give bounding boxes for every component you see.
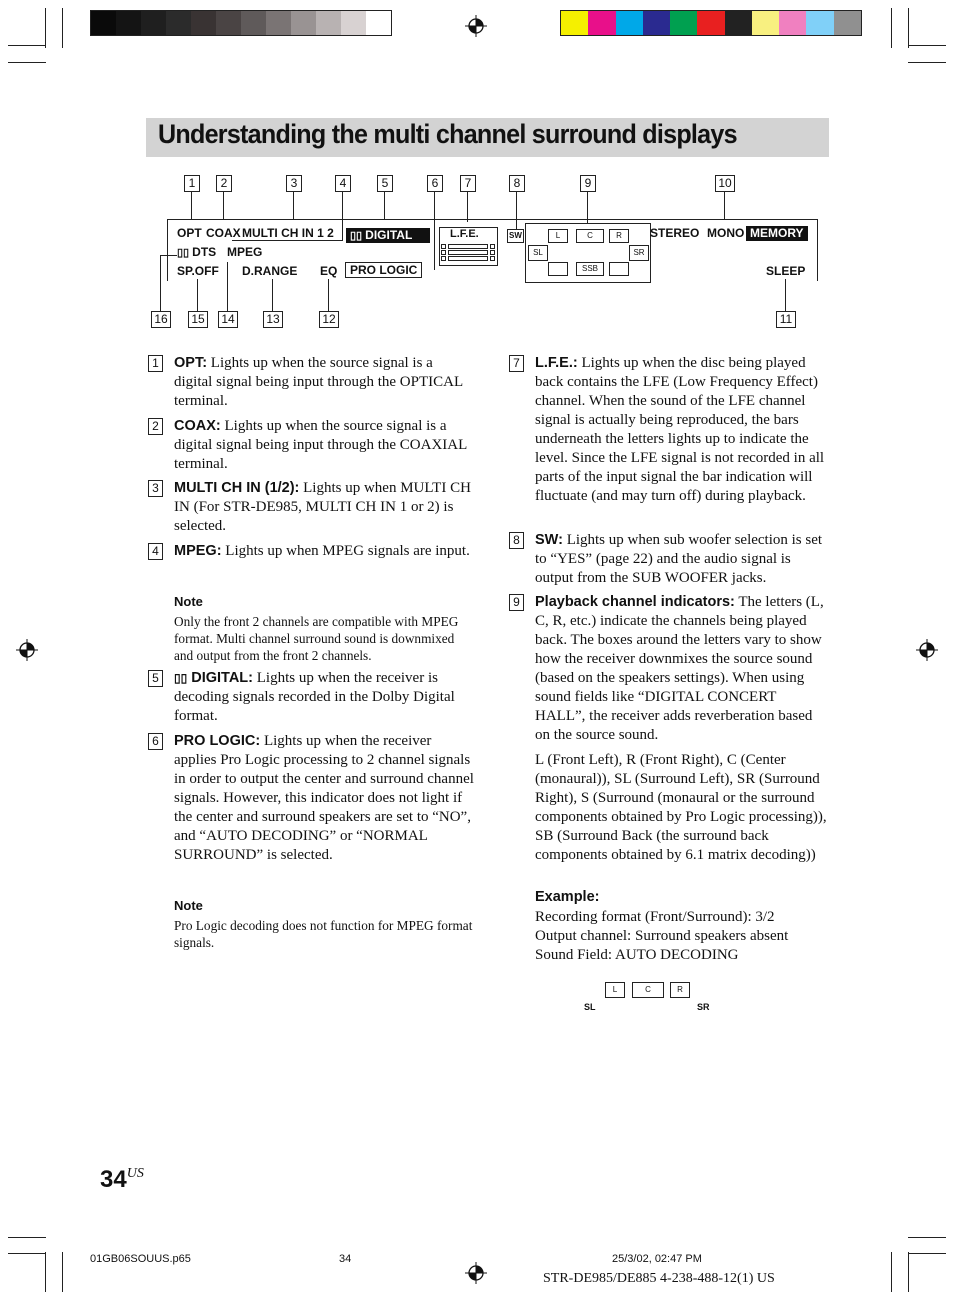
color-swatch (191, 11, 216, 35)
footer-date: 25/3/02, 02:47 PM (612, 1253, 702, 1265)
title-bar (146, 118, 829, 157)
speaker-ssb: SSB (576, 262, 604, 276)
memory-indicator: MEMORY (746, 226, 808, 241)
item-number: 4 (148, 543, 163, 560)
crop-mark (908, 1237, 946, 1238)
callout-number: 11 (776, 311, 796, 328)
lfe-level-bar (490, 256, 495, 261)
lfe-level-bar (441, 244, 446, 249)
speaker-s-right (609, 262, 629, 276)
crop-mark (891, 1252, 892, 1292)
leader-line (328, 279, 329, 312)
note-text: Only the front 2 channels are compatible with MPEG format. Multi channel surround sound is downmixed and output from the front 2 channels. (174, 614, 459, 663)
leader-line (223, 192, 224, 220)
crop-mark (908, 1252, 909, 1292)
list-item (152, 479, 474, 536)
color-calibration-bar (560, 10, 862, 36)
crop-mark (8, 1253, 46, 1254)
list-item (152, 354, 474, 411)
speaker-r: R (670, 982, 690, 998)
leader-line (467, 192, 468, 222)
callout-number: 15 (188, 311, 208, 328)
crop-mark (908, 8, 909, 48)
color-swatch (91, 11, 116, 35)
crop-mark (8, 45, 46, 46)
registration-mark-icon (465, 1262, 487, 1284)
mono-indicator: MONO (707, 226, 745, 240)
speaker-s-left (548, 262, 568, 276)
color-swatch (834, 11, 861, 35)
color-swatch (752, 11, 779, 35)
leader-line (160, 255, 177, 256)
color-swatch (725, 11, 752, 35)
crop-mark (908, 1253, 946, 1254)
stereo-indicator: STEREO (650, 226, 700, 240)
color-swatch (806, 11, 833, 35)
leader-line (384, 192, 385, 220)
callout-number: 3 (286, 175, 302, 192)
leader-line (227, 262, 228, 312)
lfe-box (439, 227, 498, 266)
item-text: Lights up when sub woofer selection is set to “YES” (page 22) and the audio signal is output from the SUB WOOFER jacks. (535, 532, 823, 586)
crop-mark (45, 8, 46, 48)
callout-number: 13 (263, 311, 283, 328)
color-swatch (141, 11, 166, 35)
display-frame (817, 219, 818, 281)
item-number: 7 (509, 355, 524, 372)
callout-number: 10 (715, 175, 735, 192)
footer-page: 34 (339, 1253, 352, 1265)
grayscale-calibration-bar (90, 10, 392, 36)
callout-number: 4 (335, 175, 351, 192)
item-number: 3 (148, 480, 163, 497)
color-swatch (166, 11, 191, 35)
leader-line (724, 192, 725, 220)
sw-indicator: SW (507, 229, 524, 243)
multi-ch-in-indicator: MULTI CH IN 1 2 (242, 226, 334, 240)
callout-number: 16 (151, 311, 171, 328)
crop-mark (62, 1252, 63, 1292)
leader-line (232, 240, 343, 241)
item-text: Lights up when the disc being played back contains the LFE (Low Frequency Effect) channel. When the sound of the LFE channel signal is actually being reproduced, the bars underneath the letters lights up to indicate the level. Since the LFE signal is not recorded in all parts of the input signal the bar indication will fluctuate (and may turn off) during playback. (535, 355, 825, 504)
item-number: 1 (148, 355, 163, 372)
item-term: L.F.E.: (535, 355, 578, 371)
registration-mark-icon (465, 15, 487, 37)
leader-line (272, 279, 273, 312)
speaker-l: L (548, 229, 568, 243)
color-swatch (643, 11, 670, 35)
item-term: Playback channel indicators: (535, 594, 735, 610)
registration-mark-icon (16, 639, 38, 661)
crop-mark (891, 8, 892, 48)
crop-mark (908, 45, 946, 46)
item-text: Lights up when the receiver applies Pro Logic processing to 2 channel signals in order to output the center and surround channel signals. However, this indicator does not light if the center and surround speakers are set to “NO”, and “AUTO DECODING” or “NORMAL SURROUND” is selected. (174, 733, 474, 863)
callout-number: 12 (319, 311, 339, 328)
list-item (152, 417, 474, 474)
callout-number: 5 (377, 175, 393, 192)
callout-number: 1 (184, 175, 200, 192)
item-number: 5 (148, 670, 163, 687)
speaker-l: L (605, 982, 625, 998)
footer-model: STR-DE985/DE885 4-238-488-12(1) US (543, 1271, 775, 1286)
note-heading: Note (174, 594, 203, 609)
leader-line (516, 192, 517, 230)
d-range-indicator: D.RANGE (242, 264, 298, 278)
color-swatch (241, 11, 266, 35)
leader-line (785, 279, 786, 312)
speaker-sl: SL (584, 1002, 596, 1012)
item-text: The letters (L, C, R, etc.) indicate the channels being played back. The boxes around the letters vary to show how the receiver downmixes the source sound (based on the speakers settings). When using sound fields like “DIGITAL CONCERT HALL”, the receiver adds reverberation based on the source sound. (535, 594, 824, 743)
crop-mark (8, 1237, 46, 1238)
callout-number: 9 (580, 175, 596, 192)
opt-indicator: OPT (177, 226, 202, 240)
sleep-indicator: SLEEP (766, 264, 806, 278)
speaker-sl: SL (528, 245, 548, 261)
item-text: Lights up when the receiver is decoding signals recorded in the Dolby Digital format. (174, 670, 455, 724)
example-line: Output channel: Surround speakers absent (535, 928, 789, 944)
item-text: Lights up when the source signal is a digital signal being input through the OPTICAL terminal. (174, 355, 463, 409)
leader-line (197, 279, 198, 312)
color-swatch (291, 11, 316, 35)
speaker-c: C (576, 229, 604, 243)
color-swatch (561, 11, 588, 35)
item-term: PRO LOGIC: (174, 733, 261, 749)
color-swatch (366, 11, 391, 35)
registration-mark-icon (916, 639, 938, 661)
lfe-level-bar (441, 256, 446, 261)
example-line: Sound Field: AUTO DECODING (535, 947, 739, 963)
color-swatch (697, 11, 724, 35)
item-number: 9 (509, 594, 524, 611)
lfe-level-bar (441, 250, 446, 255)
lfe-level-bar (490, 250, 495, 255)
color-swatch (266, 11, 291, 35)
page-title: Understanding the multi channel surround displays (158, 119, 737, 149)
list-item (513, 354, 830, 506)
footer-file: 01GB06SOUUS.p65 (90, 1253, 191, 1265)
item-number: 6 (148, 733, 163, 750)
dts-indicator: ▯▯ DTS (177, 245, 217, 259)
color-swatch (616, 11, 643, 35)
display-frame (167, 219, 168, 281)
item-text: Lights up when MULTI CH IN (For STR-DE985, MULTI CH IN 1 or 2) is selected. (174, 480, 471, 534)
coax-indicator: COAX (206, 226, 241, 240)
item-term: MULTI CH IN (1/2): (174, 480, 300, 496)
item-term: SW: (535, 532, 563, 548)
item-text: Lights up when the source signal is a digital signal being input through the COAXIAL terminal. (174, 418, 467, 472)
leader-line (434, 192, 435, 270)
speaker-sr: SR (629, 245, 649, 261)
item-text: Lights up when MPEG signals are input. (221, 543, 470, 559)
mpeg-indicator: MPEG (227, 245, 263, 259)
lfe-indicator: L.F.E. (450, 228, 479, 240)
speaker-sr: SR (697, 1002, 710, 1012)
leader-line (160, 255, 161, 312)
crop-mark (45, 1252, 46, 1292)
speaker-c: C (632, 982, 664, 998)
display-frame (167, 219, 818, 220)
lfe-level-bar (490, 244, 495, 249)
lfe-level-bar (448, 244, 488, 249)
note-heading: Note (174, 898, 203, 913)
lfe-level-bar (448, 250, 488, 255)
callout-number: 6 (427, 175, 443, 192)
eq-indicator: EQ (320, 264, 338, 278)
item-number: 8 (509, 532, 524, 549)
crop-mark (62, 8, 63, 48)
leader-line (342, 192, 343, 240)
sp-off-indicator: SP.OFF (177, 264, 219, 278)
crop-mark (908, 62, 946, 63)
callout-number: 14 (218, 311, 238, 328)
list-item (513, 531, 830, 588)
note-text: Pro Logic decoding does not function for MPEG format signals. (174, 918, 473, 950)
color-swatch (116, 11, 141, 35)
item-term: ▯▯ DIGITAL: (174, 670, 253, 686)
color-swatch (588, 11, 615, 35)
list-item (152, 542, 474, 561)
color-swatch (670, 11, 697, 35)
example-heading: Example: (535, 889, 600, 905)
speaker-r: R (609, 229, 629, 243)
lfe-level-bar (448, 256, 488, 261)
dolby-digital-indicator: ▯▯ DIGITAL (346, 228, 430, 243)
callout-number: 7 (460, 175, 476, 192)
item-term: MPEG: (174, 543, 222, 559)
callout-number: 8 (509, 175, 525, 192)
item-term: COAX: (174, 418, 221, 434)
page-number: $34^{US}$ (100, 1166, 144, 1193)
item-term: OPT: (174, 355, 208, 371)
color-swatch (216, 11, 241, 35)
list-item (152, 732, 474, 865)
channels-paragraph: L (Front Left), R (Front Right), C (Center (monaural)), SL (Surround Left), SR (Surround Right), S (Surround (monaural or the surround components obtained by Pro Logic processing)), SB (Surround Back (the surround back components obtained by 6.1 matrix decoding)) (535, 752, 827, 863)
color-swatch (779, 11, 806, 35)
color-swatch (341, 11, 366, 35)
pro-logic-indicator: PRO LOGIC (345, 262, 422, 278)
leader-line (191, 192, 192, 220)
list-item (152, 669, 474, 726)
example-line: Recording format (Front/Surround): 3/2 (535, 909, 775, 925)
color-swatch (316, 11, 341, 35)
callout-number: 2 (216, 175, 232, 192)
list-item (513, 593, 830, 745)
leader-line (293, 192, 294, 220)
item-number: 2 (148, 418, 163, 435)
crop-mark (8, 62, 46, 63)
